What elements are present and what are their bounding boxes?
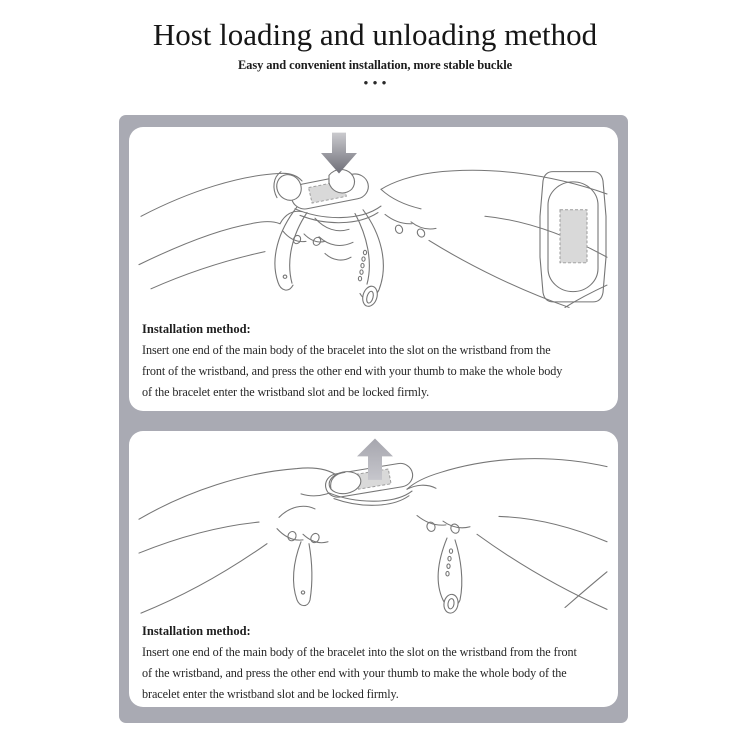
right-hand	[407, 459, 607, 610]
down-arrow-icon	[321, 133, 357, 174]
install-body-line-1: Insert one end of the main body of the bracelet into the slot on the wristband from the	[142, 343, 551, 357]
page-title: Host loading and unloading method	[152, 17, 598, 52]
remove-body-line-3: bracelet enter the wristband slot and be locked firmly.	[142, 687, 399, 701]
install-card	[129, 127, 618, 411]
divider-dots: •••	[363, 75, 391, 90]
install-text-block	[129, 319, 618, 403]
install-heading: Installation method:	[142, 322, 251, 336]
install-body-line-3: of the bracelet enter the wristband slot and be locked firmly.	[142, 385, 430, 399]
wristband-icon	[540, 172, 606, 302]
remove-heading: Installation method:	[142, 624, 251, 638]
remove-illustration	[129, 431, 618, 615]
wristband-strap	[294, 538, 462, 614]
remove-text-block	[129, 621, 618, 705]
page-header	[0, 0, 750, 91]
right-thumbnail	[329, 170, 354, 193]
remove-body-line-2: of the wristband, and press the other end with your thumb to make the whole body of the	[142, 666, 567, 680]
install-body-line-2: front of the wristband, and press the other end with your thumb to make the whole body	[142, 364, 563, 378]
remove-body-line-1: Insert one end of the main body of the bracelet into the slot on the wristband from the front	[142, 645, 577, 659]
left-hand	[139, 468, 338, 613]
device-edge-line2	[334, 496, 409, 506]
install-illustration	[129, 127, 618, 313]
page-subtitle: Easy and convenient installation, more stable buckle	[237, 58, 513, 72]
instruction-panel	[119, 115, 628, 723]
remove-card	[129, 431, 618, 707]
